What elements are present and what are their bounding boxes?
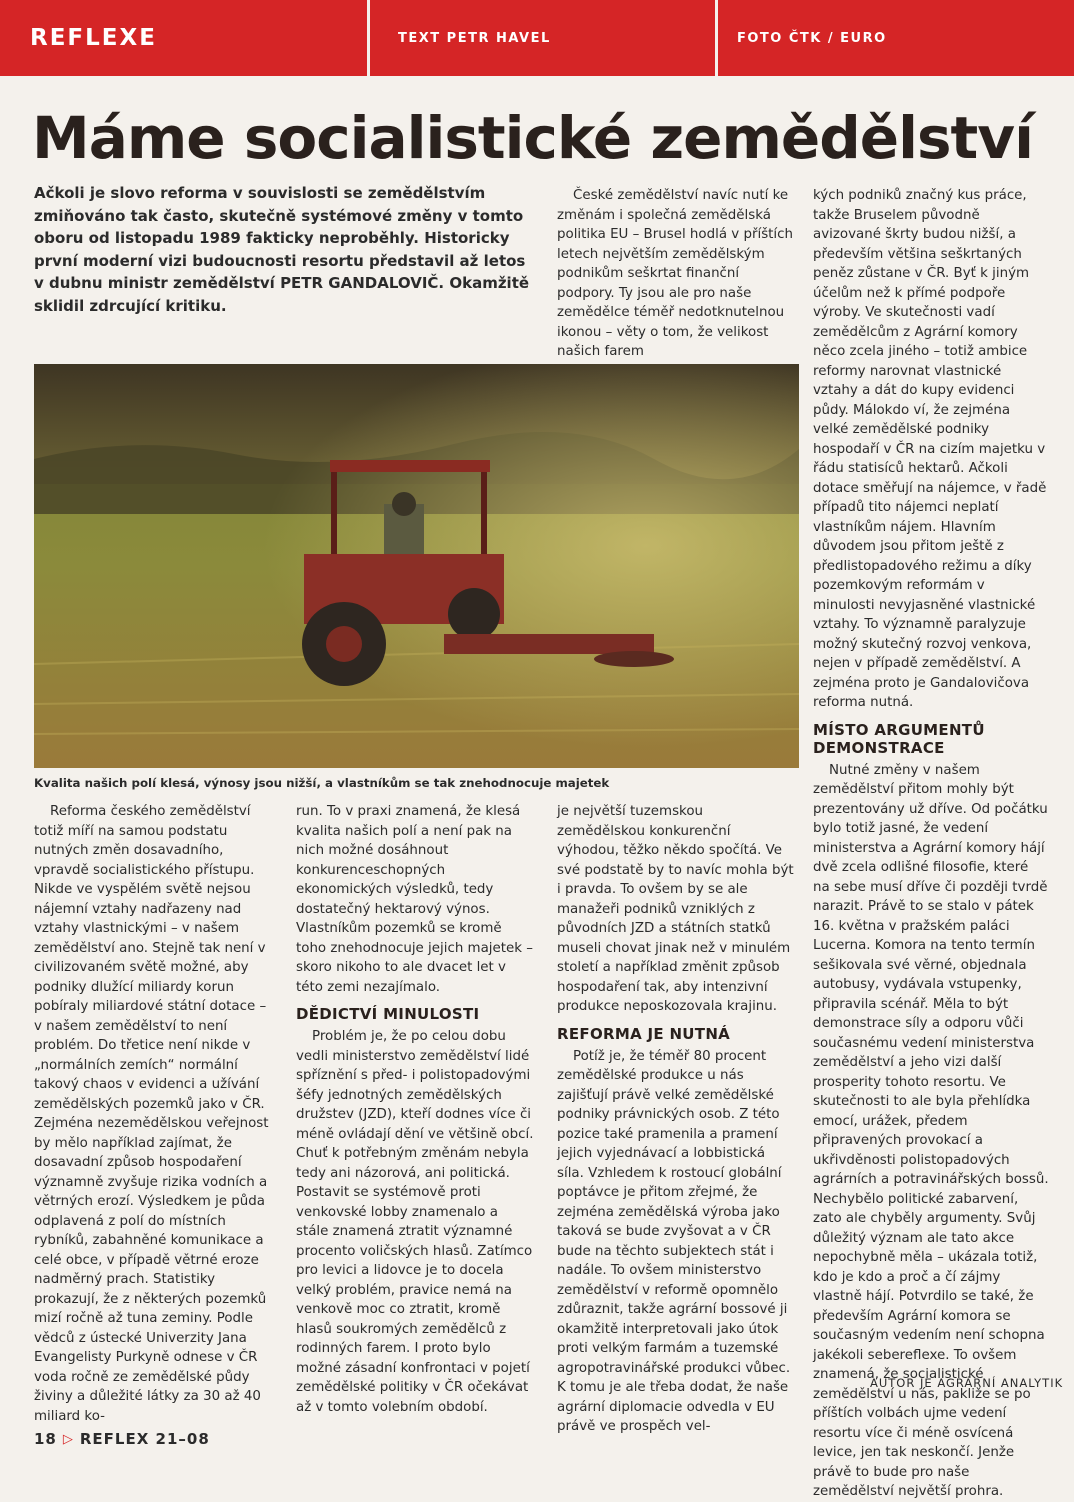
paragraph: kých podniků značný kus práce, takže Bruselem původně avizované škrty budou nižší, a především většina seškrtaných peněz zůstane v ČR. Byť k jiným účelům než k přímé podpoře výroby. Ve skutečnosti vadí zemědělcům z Agrární komory něco zcela jiného – totiž ambice reformy narovnat vlastnické vztahy a dát do kupy evidenci půdy. Málokdo ví, že zejména velké zemědělské podniky hospodaří v ČR na cizím majetku v řádu statisíců hektarů. Ačkoli dotace směřují na nájemce, v řadě případů tito nájemci neplatí vlastníkům nájem. Hlavním důvodem jsou přitom ještě z předlistopadového režimu a díky pozemkovým reformám v minulosti nevyjasněné vlastnické vztahy. To významně paralyzuje možný skutečný rozvoj venkova, nejen v případě zemědělství. A zejména proto je Gandalovičova reforma nutná. <box>813 188 1047 710</box>
subheading: DĚDICTVÍ MINULOSTI <box>296 1005 480 1023</box>
article-title: Máme socialistické zemědělství <box>32 104 1033 172</box>
column-top-middle <box>557 186 795 362</box>
paragraph: Potíž je, že téměř 80 procent zemědělské produkce u nás zajišťují právě velké zemědělské podniky právnických osob. Z této pozice také pramenila a pramení jejich vyjednávací a lobbistická síla. Vzhledem k rostoucí globální poptávce je přitom zřejmé, že zejména zemědělská výroba jako taková se bude zvyšovat a v ČR bude na těchto subjektech stát i nadále. To ovšem ministerstvo zemědělství v reformě opomnělo zdůraznit, takže agrární bossové ji okamžitě interpretovali jako útok proti velkým farmám a tuzemské agropotravinářské produkci vůbec. K tomu je ale třeba dodat, že naše agrární diplomacie odvedla v EU právě ve prospěch vel- <box>557 1048 791 1434</box>
text-credit-label: TEXT <box>398 30 441 46</box>
banner-divider <box>367 0 370 76</box>
page-footer <box>34 1430 210 1448</box>
photo-caption: Kvalita našich polí klesá, výnosy jsou nižší, a vlastníkům se tak znehodnocuje majetek <box>34 776 610 790</box>
issue-label: REFLEX 21–08 <box>79 1430 210 1448</box>
column-right <box>813 186 1049 1502</box>
photo-credit-label: FOTO <box>737 30 783 46</box>
paragraph: run. To v praxi znamená, že klesá kvalita našich polí a není pak na nich možné dosáhnout konkurenceschopných ekonomických výsledků, tedy dostatečný hektarový výnos. Vlastníkům pozemků se kromě toho znehodnocuje jejich majetek – skoro nikoho to ale dvacet let v této zemi nezajímalo. <box>296 804 533 995</box>
article-lead <box>34 182 534 317</box>
section-label: REFLEXE <box>30 25 157 51</box>
top-banner <box>0 0 1074 76</box>
lead-text-1: Ačkoli je slovo reforma v souvislosti se zemědělstvím zmiňováno tak často, skutečně systémové změny v tomto oboru od listopadu 1989 fakticky neproběhly. Historicky první moderní vizi budoucnosti resortu představil až letos v dubnu ministr zemědělství <box>34 184 526 292</box>
paragraph: Reforma českého zemědělství totiž míří na samou podstatu nutných změn dosavadního, vpravdě socialistického přístupu. Nikde ve vyspělém světě nejsou nájemní vztahy nadřazeny nad vztahy vlastnickými – v našem zemědělství ano. Stejně tak není v civilizovaném světě možné, aby podniky dlužící miliardy korun pobíraly miliardové státní dotace – v našem zemědělství to není problém. Do třetice není nikde v „normálních zemích“ normální takový chaos v evidenci a užívání zemědělských pozemků jako v ČR. Zejména nezemědělskou veřejnost by mělo například zajímat, že dosavadní způsob hospodaření významně zvyšuje rizika vodních a větrných erozí. Výsledkem je půda odplavená z polí do místních rybníků, zabahněné komunikace a celé obce, v případě větrné eroze nadměrný prach. Statistiky prokazují, že z některých pozemků mizí ročně až tuna zeminy. Podle vědců z ústecké Univerzity Jana Evangelisty Purkyně odnese v ČR voda ročně ze zemědělské půdy živiny a důležité látky za 30 až 40 miliard ko- <box>34 804 269 1424</box>
tractor-photo <box>34 364 799 768</box>
banner-divider <box>715 0 718 76</box>
triangle-icon: ▷ <box>62 1431 74 1447</box>
tractor-photo-image <box>34 364 799 768</box>
column-3 <box>557 802 795 1437</box>
paragraph: je největší tuzemskou zemědělskou konkurenční výhodou, těžko někdo spočítá. Ve své podstatě by to navíc mohla být i pravda. To ovšem by se ale manažeři podniků vzniklých z původních JZD a státních statků museli chovat jinak než v minulém století a například změnit způsob hospodaření tak, aby intenzivní produkce neposkozovala krajinu. <box>557 804 794 1014</box>
column-1 <box>34 802 272 1426</box>
subheading: REFORMA JE NUTNÁ <box>557 1024 731 1043</box>
lead-name: PETR GANDALOVIČ <box>280 274 439 292</box>
text-credit-author: PETR HAVEL <box>446 30 551 46</box>
subheading: MÍSTO ARGUMENTŮ DEMONSTRACE <box>813 720 985 757</box>
paragraph: Problém je, že po celou dobu vedli ministerstvo zemědělství lidé spříznění s před- i polistopadovými šéfy jednotných zemědělských družstev (JZD), kteří dodnes více či méně ovládají dění ve většině obcí. Chuť k potřebným změnám nebyla tedy ani názorová, ani politická. Postavit se systémově proti venkovské lobby znamenalo a stále znamená ztratit významné procento voličských hlasů. Zatímco pro levici a lidovce je to docela velký problém, pravice nemá na venkově moc co ztratit, kromě hlasů soukromých zemědělců z rodinných farem. I proto bylo možné zásadní konfrontaci v pojetí zemědělské politiky v ČR očekávat až v tomto volebním období. <box>296 1029 534 1415</box>
photo-credit <box>737 0 887 76</box>
lead-text-2: . Okamžitě sklidil zdrcující kritiku. <box>34 274 530 315</box>
page-number: 18 <box>34 1430 57 1448</box>
photo-credit-source: ČTK / EURO <box>788 30 887 46</box>
column-2 <box>296 802 534 1417</box>
author-note: AUTOR JE AGRÁRNÍ ANALYTIK <box>870 1376 1064 1390</box>
paragraph: Nutné změny v našem zemědělství přitom mohly být prezentovány už dříve. Od počátku bylo totiž jasné, že vedení ministerstva a Agrární komory hájí dvě zcela odlišné filosofie, které na sebe musí dříve či později tvrdě narazit. Právě to se stalo v pátek 16. května v pražském paláci Lucerna. Komora na tento termín sešikovala své věrné, objednala autobusy, vydávala vstupenky, připravila scénář. Měla to být demonstrace síly a odporu vůči současnému vedení ministerstva zemědělství a jeho vizi další prosperity tohoto resortu. Ve skutečnosti to ale byla přehlídka emocí, urážek, předem připravených provokací a ukřivděnosti polistopadových agrárních a potravinářských bossů. Nechybělo politické zabarvení, zato ale chyběly argumenty. Svůj důležitý význam ale tato akce nepochybně měla – ukázala totiž, kdo je kdo a proč a čí zájmy vlastně hájí. Potvrdilo se také, že především Agrární komora se současným vedením není schopna jakékoli sebereflexe. To ovšem znamená, že socialistické zemědělství u nás, pakliže se po příštích volbách ujme vedení resortu více či méně osvícená levice, jen tak neskončí. Jenže právě to bude pro naše zemědělství největší prohra. <box>813 762 1049 1499</box>
text-credit <box>398 0 551 76</box>
paragraph: České zemědělství navíc nutí ke změnám i společná zemědělská politika EU – Brusel hodlá v příštích letech největším zemědělským podnikům seškrtat finanční podpory. Ty jsou ale pro naše zemědělce téměř nedotknutelnou ikonou – věty o tom, že velikost našich farem <box>557 188 793 359</box>
